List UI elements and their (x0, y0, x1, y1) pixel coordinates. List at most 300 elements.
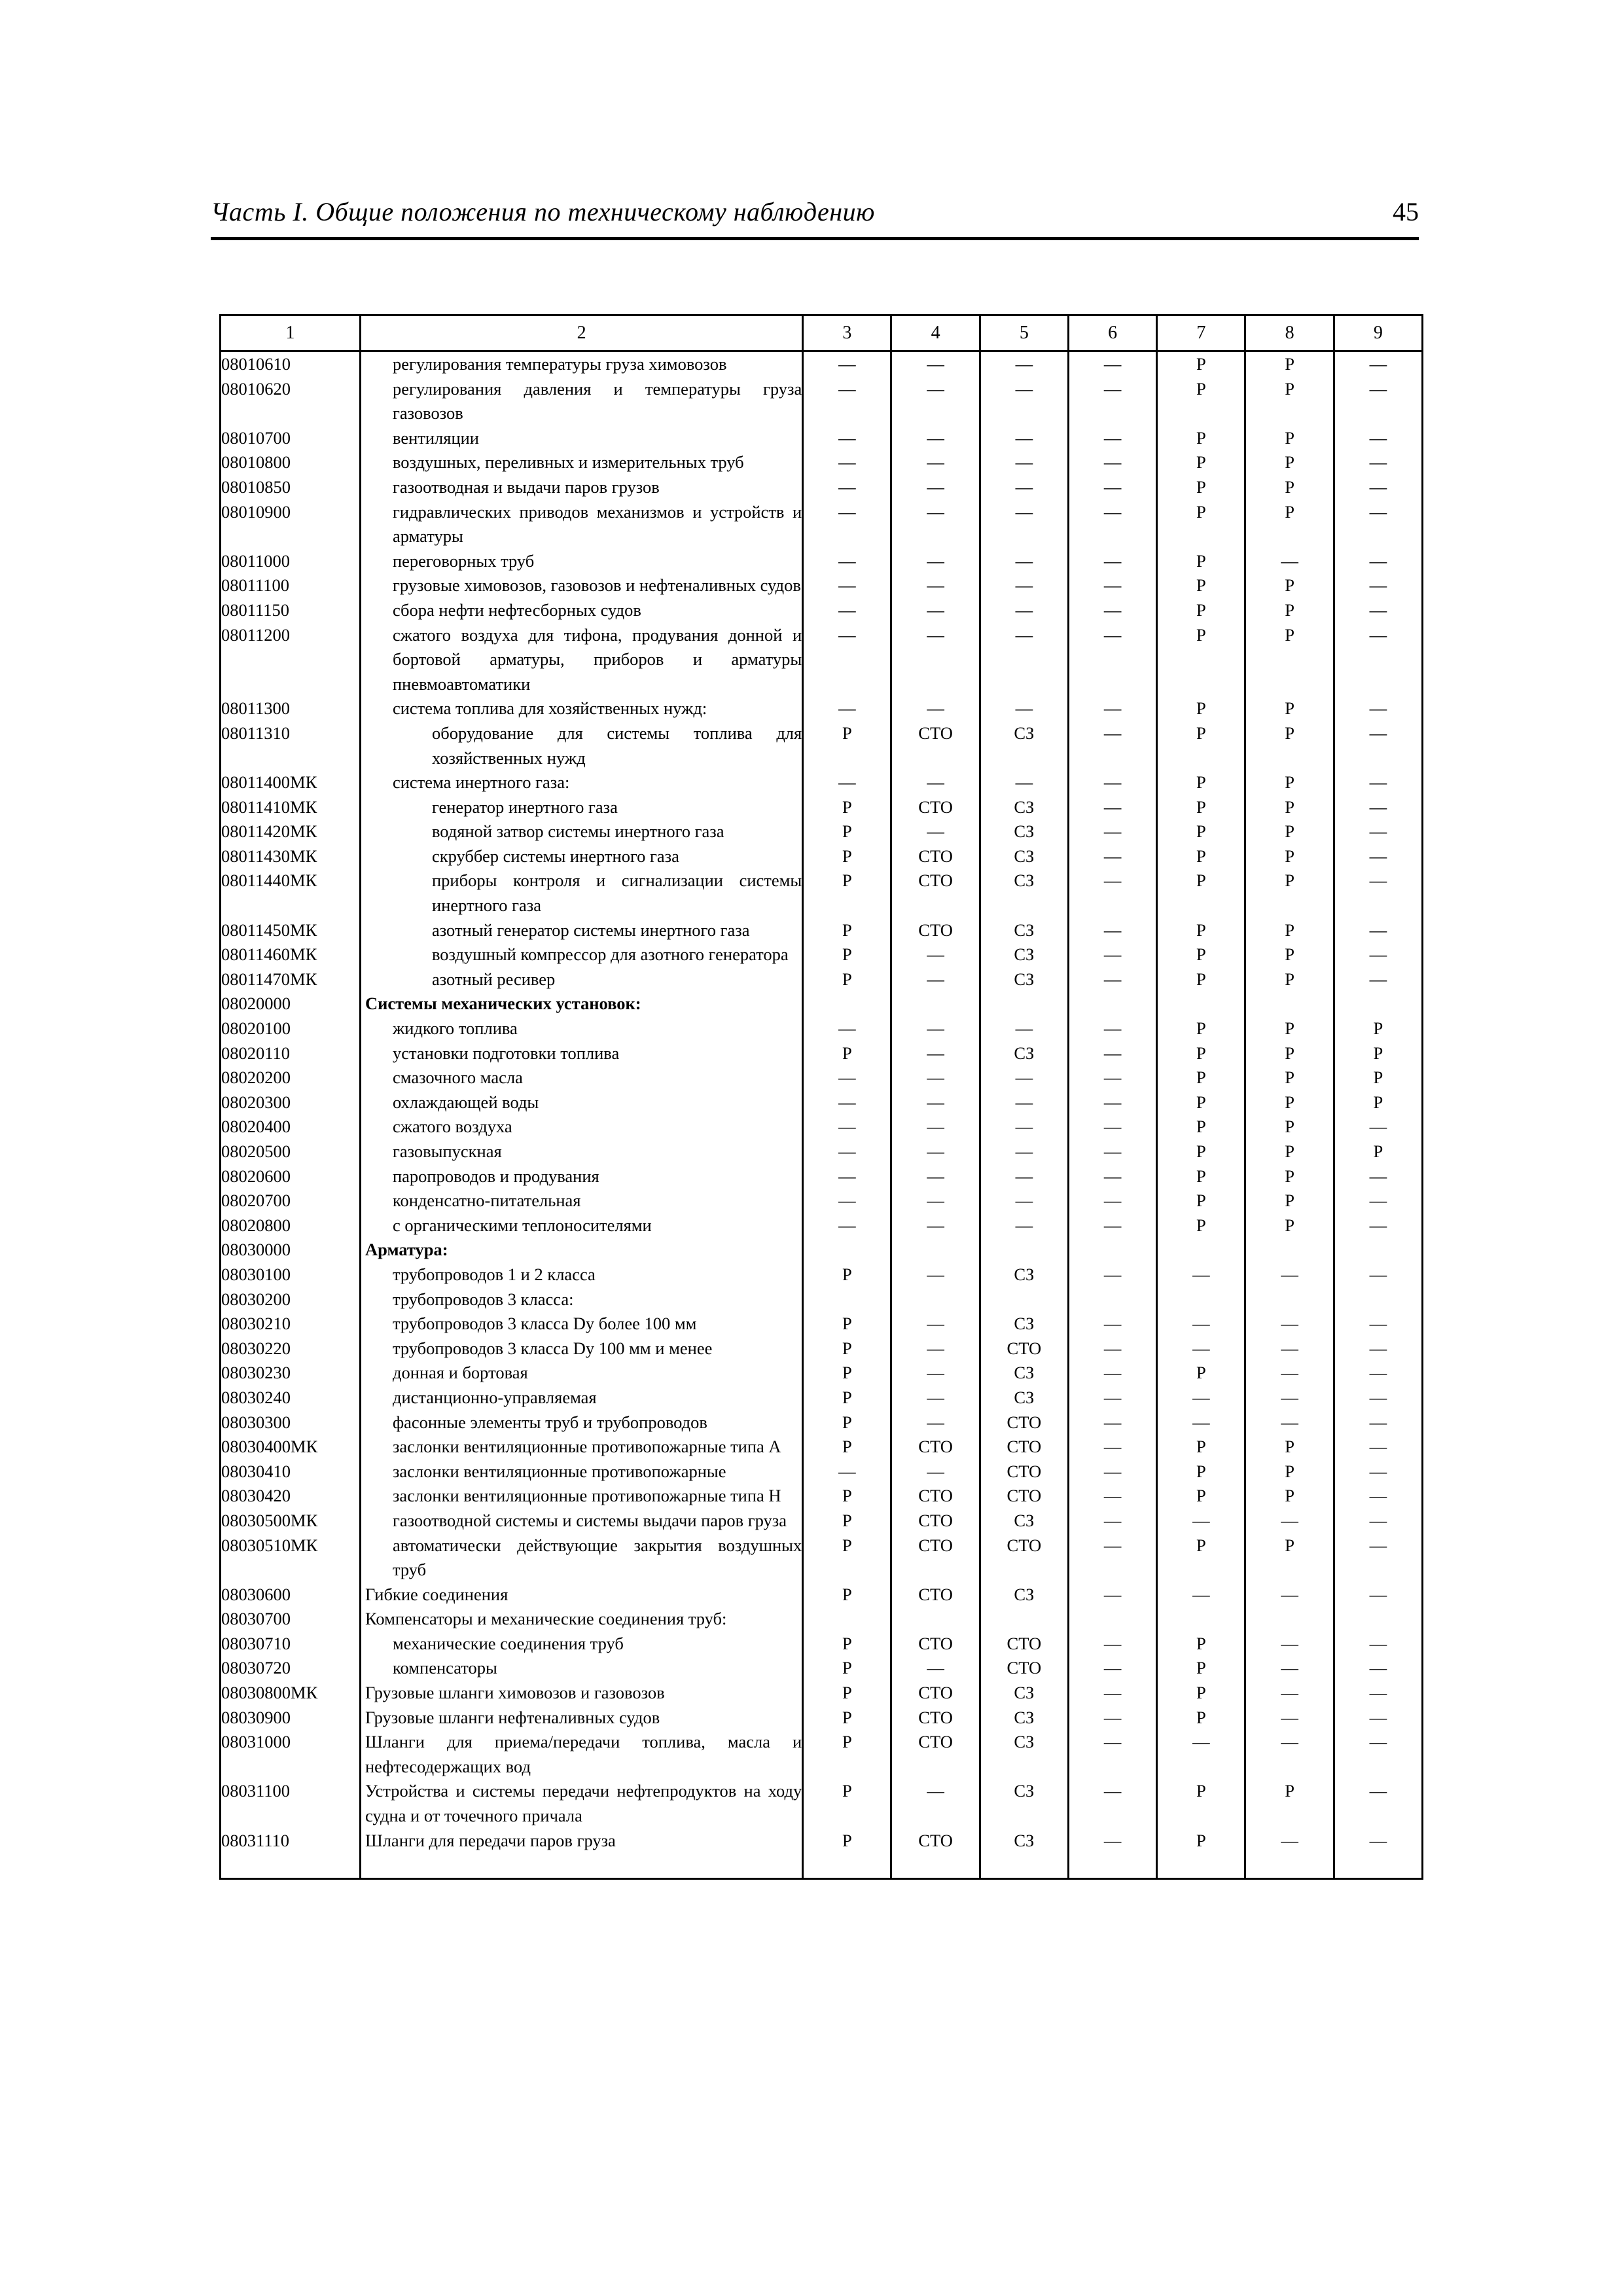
mark-col-5: — (980, 1016, 1068, 1041)
table-row (221, 1287, 1423, 1312)
item-description-cell (360, 1287, 802, 1312)
table-row (221, 869, 1423, 918)
mark-col-9: — (1334, 1509, 1422, 1534)
item-description: заслонки вентиляционные противопожарные типа А (392, 1437, 781, 1457)
mark-col-6: — (1068, 1336, 1156, 1361)
item-description: Компенсаторы и механические соединения труб: (365, 1609, 727, 1629)
mark-col-4: СТО (891, 1730, 980, 1779)
mark-col-4: — (891, 1041, 980, 1066)
mark-col-5: — (980, 1115, 1068, 1139)
item-description: регулирования давления и температуры груза газовозов (392, 378, 802, 423)
mark-col-9: — (1334, 1115, 1422, 1139)
mark-col-6: — (1068, 1361, 1156, 1386)
mark-col-7: Р (1157, 696, 1245, 721)
item-description-cell (360, 992, 802, 1016)
mark-col-8: Р (1245, 1016, 1334, 1041)
empty-cell (221, 1853, 361, 1879)
page-header (211, 196, 1419, 240)
item-code: 08030800МК (221, 1681, 361, 1706)
item-code: 08031100 (221, 1779, 361, 1828)
mark-col-8: — (1245, 1361, 1334, 1386)
mark-col-6: — (1068, 918, 1156, 943)
mark-col-8: Р (1245, 1041, 1334, 1066)
mark-col-3: — (803, 1164, 891, 1189)
table-row (221, 1336, 1423, 1361)
table-row (221, 1115, 1423, 1139)
mark-col-4: СТО (891, 1484, 980, 1509)
table-row (221, 918, 1423, 943)
mark-col-4: — (891, 1066, 980, 1090)
mark-col-9: Р (1334, 1016, 1422, 1041)
item-description-cell (360, 869, 802, 918)
empty-cell (1068, 1853, 1156, 1879)
item-description: Гибкие соединения (365, 1584, 508, 1604)
item-description: установки подготовки топлива (392, 1043, 620, 1063)
mark-col-9: — (1334, 696, 1422, 721)
mark-col-4: — (891, 1139, 980, 1164)
mark-col-7: Р (1157, 598, 1245, 623)
item-description: Грузовые шланги химовозов и газовозов (365, 1683, 665, 1703)
item-description-cell (360, 1484, 802, 1509)
mark-col-8: Р (1245, 475, 1334, 500)
mark-col-7 (1157, 1607, 1245, 1632)
mark-col-7: Р (1157, 1534, 1245, 1583)
mark-col-5: СЗ (980, 967, 1068, 992)
mark-col-4: — (891, 819, 980, 844)
item-description: сжатого воздуха для тифона, продувания донной и бортовой арматуры, приборов и арматуры пневмоавтоматики (392, 624, 802, 694)
mark-col-6: — (1068, 549, 1156, 574)
item-code: 08011200 (221, 623, 361, 697)
mark-col-5: — (980, 1189, 1068, 1213)
mark-col-5: СТО (980, 1484, 1068, 1509)
mark-col-8: — (1245, 1681, 1334, 1706)
item-description: дистанционно-управляемая (392, 1387, 597, 1407)
mark-col-6: — (1068, 967, 1156, 992)
mark-col-4: — (891, 1312, 980, 1336)
item-code: 08030100 (221, 1263, 361, 1287)
mark-col-9 (1334, 1238, 1422, 1263)
mark-col-5: СЗ (980, 1730, 1068, 1779)
mark-col-5: СТО (980, 1632, 1068, 1657)
column-header: 5 (980, 315, 1068, 351)
item-code: 08030700 (221, 1607, 361, 1632)
table-row (221, 450, 1423, 475)
mark-col-5: СЗ (980, 1386, 1068, 1410)
item-description-cell (360, 1779, 802, 1828)
mark-col-9 (1334, 1287, 1422, 1312)
mark-col-9: — (1334, 869, 1422, 918)
mark-col-6: — (1068, 1632, 1156, 1657)
item-description: генератор инертного газа (431, 797, 618, 817)
table-row (221, 1238, 1423, 1263)
mark-col-6: — (1068, 795, 1156, 820)
item-description: донная и бортовая (392, 1363, 528, 1383)
mark-col-9: — (1334, 967, 1422, 992)
mark-col-5: СЗ (980, 819, 1068, 844)
item-description-cell (360, 1090, 802, 1115)
mark-col-3: — (803, 1115, 891, 1139)
page-number: 45 (1393, 197, 1419, 226)
mark-col-6: — (1068, 1312, 1156, 1336)
mark-col-6: — (1068, 426, 1156, 451)
item-description: переговорных труб (392, 550, 535, 571)
mark-col-4: — (891, 1263, 980, 1287)
item-description: трубопроводов 1 и 2 класса (392, 1264, 596, 1284)
mark-col-5: СТО (980, 1534, 1068, 1583)
item-description-cell (360, 795, 802, 820)
mark-col-6 (1068, 1287, 1156, 1312)
table-row (221, 377, 1423, 426)
mark-col-7: Р (1157, 721, 1245, 770)
empty-cell (980, 1853, 1068, 1879)
mark-col-4 (891, 992, 980, 1016)
mark-col-4: СТО (891, 1706, 980, 1731)
mark-col-5: СЗ (980, 1583, 1068, 1607)
mark-col-8: Р (1245, 844, 1334, 869)
item-description: приборы контроля и сигнализации системы инертного газа (431, 870, 802, 916)
mark-col-3 (803, 992, 891, 1016)
item-code: 08020110 (221, 1041, 361, 1066)
mark-col-8: Р (1245, 1213, 1334, 1238)
table-row (221, 1730, 1423, 1779)
mark-col-8: Р (1245, 918, 1334, 943)
mark-col-6: — (1068, 869, 1156, 918)
table-row (221, 549, 1423, 574)
item-description-cell (360, 721, 802, 770)
mark-col-5: — (980, 475, 1068, 500)
mark-col-6: — (1068, 1460, 1156, 1484)
item-description: смазочного масла (392, 1067, 523, 1088)
mark-col-9: — (1334, 1386, 1422, 1410)
mark-col-6: — (1068, 1066, 1156, 1090)
table-row (221, 1361, 1423, 1386)
mark-col-3: Р (803, 1435, 891, 1460)
mark-col-4: — (891, 1164, 980, 1189)
mark-col-7: Р (1157, 1706, 1245, 1731)
item-code: 08011440МК (221, 869, 361, 918)
mark-col-4: СТО (891, 1632, 980, 1657)
mark-col-4: СТО (891, 721, 980, 770)
mark-col-9: — (1334, 1213, 1422, 1238)
mark-col-3 (803, 1607, 891, 1632)
mark-col-8: Р (1245, 1139, 1334, 1164)
mark-col-7: Р (1157, 475, 1245, 500)
mark-col-3: Р (803, 721, 891, 770)
table-row (221, 992, 1423, 1016)
mark-col-5: СТО (980, 1656, 1068, 1681)
mark-col-8: Р (1245, 770, 1334, 795)
item-code: 08011420МК (221, 819, 361, 844)
mark-col-4: — (891, 1336, 980, 1361)
mark-col-7: Р (1157, 1632, 1245, 1657)
mark-col-9: — (1334, 1164, 1422, 1189)
mark-col-7: Р (1157, 549, 1245, 574)
item-code: 08010900 (221, 500, 361, 549)
mark-col-3: — (803, 1213, 891, 1238)
mark-col-8: — (1245, 1656, 1334, 1681)
table-row (221, 795, 1423, 820)
mark-col-5: — (980, 623, 1068, 697)
mark-col-5 (980, 1287, 1068, 1312)
mark-col-7: Р (1157, 770, 1245, 795)
item-code: 08020300 (221, 1090, 361, 1115)
mark-col-7 (1157, 1238, 1245, 1263)
item-description-cell (360, 1213, 802, 1238)
mark-col-9: — (1334, 377, 1422, 426)
mark-col-6 (1068, 1238, 1156, 1263)
mark-col-4: — (891, 377, 980, 426)
item-description-cell (360, 967, 802, 992)
mark-col-6: — (1068, 1041, 1156, 1066)
mark-col-4: — (891, 770, 980, 795)
mark-col-7: Р (1157, 1066, 1245, 1090)
mark-col-4: — (891, 1016, 980, 1041)
mark-col-8: Р (1245, 450, 1334, 475)
mark-col-7: — (1157, 1730, 1245, 1779)
mark-col-6: — (1068, 1164, 1156, 1189)
mark-col-7: — (1157, 1410, 1245, 1435)
mark-col-9: — (1334, 795, 1422, 820)
mark-col-3: — (803, 426, 891, 451)
item-description-cell (360, 598, 802, 623)
mark-col-9: Р (1334, 1139, 1422, 1164)
item-code: 08011400МК (221, 770, 361, 795)
mark-col-7: Р (1157, 1213, 1245, 1238)
mark-col-5: — (980, 1066, 1068, 1090)
empty-cell (360, 1853, 802, 1879)
mark-col-3: — (803, 377, 891, 426)
mark-col-8 (1245, 992, 1334, 1016)
item-code: 08011450МК (221, 918, 361, 943)
item-description: воздушный компрессор для азотного генератора (431, 944, 789, 965)
mark-col-3: Р (803, 1706, 891, 1731)
mark-col-8: Р (1245, 1090, 1334, 1115)
mark-col-9: — (1334, 1681, 1422, 1706)
mark-col-7: Р (1157, 450, 1245, 475)
mark-col-5: — (980, 573, 1068, 598)
mark-col-6: — (1068, 1779, 1156, 1828)
item-description: газоотводной системы и системы выдачи паров груза (392, 1510, 787, 1530)
column-header: 1 (221, 315, 361, 351)
mark-col-5: СЗ (980, 1509, 1068, 1534)
mark-col-4: — (891, 942, 980, 967)
mark-col-8 (1245, 1238, 1334, 1263)
mark-col-7: Р (1157, 942, 1245, 967)
mark-col-7: Р (1157, 1115, 1245, 1139)
item-code: 08011460МК (221, 942, 361, 967)
mark-col-9: — (1334, 1312, 1422, 1336)
item-description-cell (360, 1410, 802, 1435)
table-row (221, 819, 1423, 844)
item-description: жидкого топлива (392, 1018, 518, 1039)
mark-col-9: — (1334, 1410, 1422, 1435)
item-description-cell (360, 1607, 802, 1632)
mark-col-5: СТО (980, 1336, 1068, 1361)
mark-col-4: СТО (891, 1435, 980, 1460)
mark-col-6: — (1068, 1730, 1156, 1779)
item-code: 08030720 (221, 1656, 361, 1681)
mark-col-4: СТО (891, 1681, 980, 1706)
mark-col-5 (980, 1238, 1068, 1263)
item-code: 08030210 (221, 1312, 361, 1336)
item-description: фасонные элементы труб и трубопроводов (392, 1412, 707, 1432)
mark-col-4: — (891, 967, 980, 992)
mark-col-6: — (1068, 475, 1156, 500)
item-description: сжатого воздуха (392, 1117, 512, 1137)
item-description-cell (360, 1706, 802, 1731)
item-description: регулирования температуры груза химовозов (392, 354, 727, 374)
item-description: механические соединения труб (392, 1633, 624, 1653)
table-row (221, 1090, 1423, 1115)
item-description-cell (360, 770, 802, 795)
mark-col-5: — (980, 549, 1068, 574)
mark-col-9: Р (1334, 1090, 1422, 1115)
item-code: 08011470МК (221, 967, 361, 992)
mark-col-6: — (1068, 1115, 1156, 1139)
item-description-cell (360, 1632, 802, 1657)
mark-col-5: — (980, 696, 1068, 721)
mark-col-3: Р (803, 942, 891, 967)
mark-col-6: — (1068, 1090, 1156, 1115)
mark-col-8 (1245, 1607, 1334, 1632)
mark-col-6: — (1068, 1583, 1156, 1607)
item-description: система инертного газа: (392, 772, 570, 793)
mark-col-3 (803, 1238, 891, 1263)
column-header: 7 (1157, 315, 1245, 351)
mark-col-9: — (1334, 942, 1422, 967)
item-code: 08010800 (221, 450, 361, 475)
mark-col-4: — (891, 1189, 980, 1213)
item-description-cell (360, 573, 802, 598)
table-row (221, 967, 1423, 992)
column-header: 2 (360, 315, 802, 351)
mark-col-6: — (1068, 1484, 1156, 1509)
mark-col-6: — (1068, 1139, 1156, 1164)
table-row (221, 1263, 1423, 1287)
mark-col-7: Р (1157, 1779, 1245, 1828)
mark-col-5: СЗ (980, 1312, 1068, 1336)
mark-col-8: — (1245, 1509, 1334, 1534)
mark-col-3: — (803, 696, 891, 721)
mark-col-7: Р (1157, 1139, 1245, 1164)
specification-table (219, 314, 1423, 1880)
item-description-cell (360, 1829, 802, 1854)
item-description-cell (360, 1656, 802, 1681)
mark-col-8: — (1245, 1632, 1334, 1657)
item-code: 08030420 (221, 1484, 361, 1509)
item-description: трубопроводов 3 класса: (392, 1289, 574, 1309)
mark-col-9: — (1334, 770, 1422, 795)
item-description-cell (360, 1336, 802, 1361)
mark-col-8: — (1245, 549, 1334, 574)
mark-col-4: — (891, 351, 980, 377)
item-code: 08030230 (221, 1361, 361, 1386)
mark-col-8 (1245, 1287, 1334, 1312)
mark-col-8: Р (1245, 721, 1334, 770)
mark-col-8: — (1245, 1829, 1334, 1854)
item-code: 08011310 (221, 721, 361, 770)
mark-col-5: — (980, 500, 1068, 549)
mark-col-9: — (1334, 1829, 1422, 1854)
mark-col-3: — (803, 450, 891, 475)
item-description: трубопроводов 3 класса Dy 100 мм и менее (392, 1338, 713, 1358)
item-description: водяной затвор системы инертного газа (431, 821, 724, 842)
table-row (221, 1312, 1423, 1336)
mark-col-6: — (1068, 500, 1156, 549)
item-description-cell (360, 1312, 802, 1336)
mark-col-6: — (1068, 1829, 1156, 1854)
mark-col-7: Р (1157, 377, 1245, 426)
mark-col-6: — (1068, 1386, 1156, 1410)
item-description-cell (360, 1509, 802, 1534)
item-code: 08031000 (221, 1730, 361, 1779)
mark-col-7: — (1157, 1509, 1245, 1534)
mark-col-5 (980, 1607, 1068, 1632)
mark-col-6: — (1068, 573, 1156, 598)
mark-col-8: — (1245, 1706, 1334, 1731)
mark-col-8: Р (1245, 1435, 1334, 1460)
mark-col-3: — (803, 351, 891, 377)
mark-col-8: Р (1245, 819, 1334, 844)
mark-col-5: СТО (980, 1460, 1068, 1484)
item-code: 08030000 (221, 1238, 361, 1263)
mark-col-8: Р (1245, 1484, 1334, 1509)
mark-col-4: — (891, 1410, 980, 1435)
item-code: 08030240 (221, 1386, 361, 1410)
mark-col-7: Р (1157, 1484, 1245, 1509)
mark-col-7: — (1157, 1583, 1245, 1607)
mark-col-6: — (1068, 1706, 1156, 1731)
mark-col-8: — (1245, 1263, 1334, 1287)
mark-col-4: СТО (891, 1534, 980, 1583)
item-description: грузовые химовозов, газовозов и нефтеналивных судов (392, 575, 801, 596)
mark-col-9: — (1334, 426, 1422, 451)
table-row (221, 500, 1423, 549)
mark-col-5: СЗ (980, 795, 1068, 820)
table-filler-row (221, 1853, 1423, 1879)
item-description: Арматура: (365, 1240, 448, 1260)
table-row (221, 1139, 1423, 1164)
table-row (221, 1066, 1423, 1090)
mark-col-6: — (1068, 1435, 1156, 1460)
item-description: трубопроводов 3 класса Dy более 100 мм (392, 1314, 697, 1334)
mark-col-8: — (1245, 1730, 1334, 1779)
mark-col-9: — (1334, 450, 1422, 475)
mark-col-3: — (803, 1189, 891, 1213)
running-title: Часть I. Общие положения по техническому наблюдению (211, 197, 875, 226)
mark-col-5: СТО (980, 1435, 1068, 1460)
mark-col-4: СТО (891, 1509, 980, 1534)
table-row (221, 1583, 1423, 1607)
mark-col-7: Р (1157, 426, 1245, 451)
item-description: система топлива для хозяйственных нужд: (392, 698, 707, 719)
mark-col-6: — (1068, 819, 1156, 844)
mark-col-9: — (1334, 1706, 1422, 1731)
table-row (221, 1460, 1423, 1484)
mark-col-7: — (1157, 1336, 1245, 1361)
mark-col-3: — (803, 1066, 891, 1090)
column-header: 4 (891, 315, 980, 351)
mark-col-4: — (891, 1361, 980, 1386)
mark-col-4: — (891, 426, 980, 451)
item-code: 08011150 (221, 598, 361, 623)
mark-col-6: — (1068, 1410, 1156, 1435)
mark-col-5: СЗ (980, 1829, 1068, 1854)
mark-col-9: — (1334, 1336, 1422, 1361)
mark-col-9: — (1334, 1435, 1422, 1460)
table-row (221, 844, 1423, 869)
mark-col-8: Р (1245, 1115, 1334, 1139)
